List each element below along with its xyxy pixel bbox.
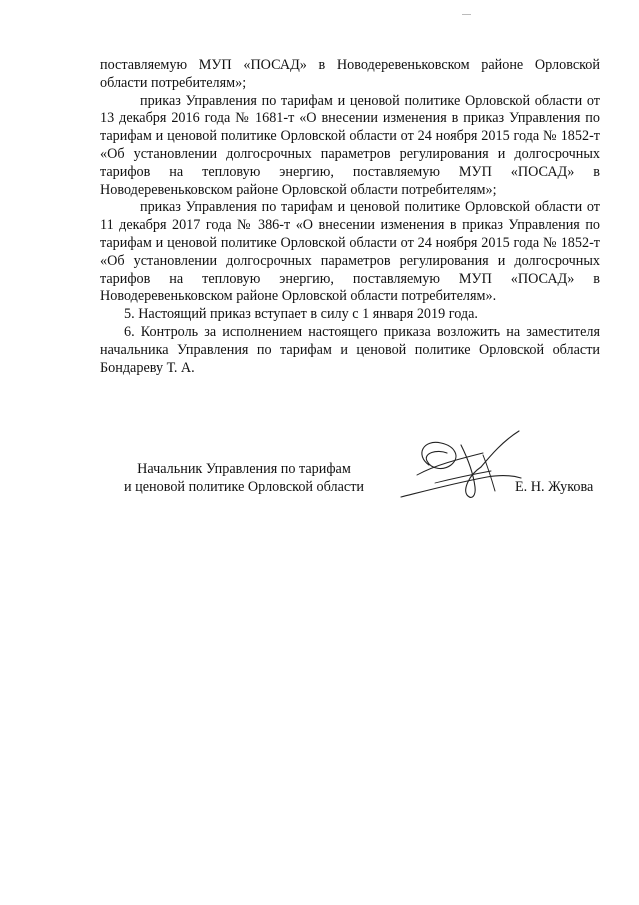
signatory-title-line-1: Начальник Управления по тарифам [137,461,351,477]
signatory-name: Е. Н. Жукова [515,479,594,495]
paragraph-continuation: поставляемую МУП «ПОСАД» в Новодеревеньковском районе Орловской области потребителям»; [100,57,600,91]
paragraph-order-2016: приказ Управления по тарифам и ценовой политике Орловской области от 13 декабря 2016 года № 1681-т «О внесении изменения в приказ Управления по тарифам и ценовой политике Орловской области от 24 ноября 2015 года № 1852-т «Об установлении долгосрочных параметров регулирования и долгосрочных тарифов на тепловую энергию, поставляемую МУП «ПОСАД» в Новодеревеньковском районе Орловской области потребителям»; [100,92,600,198]
signatory-title [104,461,384,497]
signatory-title-line-2: и ценовой политике Орловской области [124,478,364,495]
paragraph-item-5: 5. Настоящий приказ вступает в силу с 1 января 2019 года. [124,306,478,323]
paragraph-order-2017: приказ Управления по тарифам и ценовой политике Орловской области от 11 декабря 2017 года № 386-т «О внесении изменения в приказ Управления по тарифам и ценовой политике Орловской области от 24 ноября 2015 года № 1852-т «Об установлении долгосрочных параметров регулирования и долгосрочных тарифов на тепловую энергию, поставляемую МУП «ПОСАД» в Новодеревеньковском районе Орловской области потребителям». [100,199,600,305]
paragraph-item-6: 6. Контроль за исполнением настоящего приказа возложить на заместителя начальника Управления по тарифам и ценовой политике Орловской области Бондареву Т. А. [100,323,600,376]
handwritten-signature [395,425,525,510]
